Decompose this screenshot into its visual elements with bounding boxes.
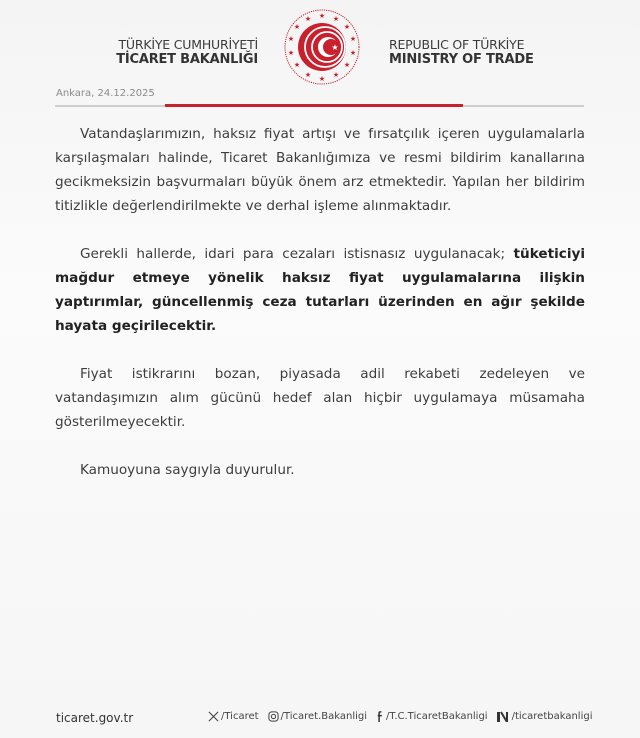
date-line: Ankara, 24.12.2025 xyxy=(56,88,155,99)
facebook-icon xyxy=(376,711,384,722)
paragraph-4: Kamuoyuna saygıyla duyurulur. xyxy=(80,462,295,478)
svg-text:★: ★ xyxy=(332,15,340,23)
header-divider-accent xyxy=(165,104,463,107)
country-name-en: REPUBLIC OF TÜRKİYE xyxy=(389,37,525,52)
nsosyal-icon xyxy=(497,711,510,722)
country-name-tr: TÜRKİYE CUMHURİYETİ xyxy=(118,37,258,52)
ministry-name-english xyxy=(389,37,534,68)
ministry-name-tr: TİCARET BAKANLIĞI xyxy=(116,52,258,67)
paragraph-3: Fiyat istikrarını bozan, piyasada adil rekabeti zedeleyen ve vatandaşımızın alım gücünü hedef alan hiçbir uygulamaya müsamaha gösterilmeyecektir. xyxy=(55,366,585,430)
svg-text:★: ★ xyxy=(349,35,357,43)
svg-text:★: ★ xyxy=(318,12,326,20)
social-x[interactable]: /Ticaret xyxy=(208,711,259,722)
svg-text:★: ★ xyxy=(343,61,351,69)
x-icon xyxy=(208,711,219,722)
svg-text:★: ★ xyxy=(304,71,312,79)
svg-text:★: ★ xyxy=(287,49,295,57)
paragraph-2: Gerekli hallerde, idari para cezaları istisnasız uygulanacak; tüketiciyi mağdur etmeye yönelik haksız fiyat uygulamalarına ilişkin yaptırımlar, güncellenmiş ceza tutarları üzerinden en ağır şekilde hayata geçirilecektir. xyxy=(55,246,585,334)
svg-text:★: ★ xyxy=(332,71,340,79)
social-links xyxy=(208,711,593,722)
footer xyxy=(0,708,640,728)
svg-text:★: ★ xyxy=(293,61,301,69)
paragraph-1: Vatandaşlarımızın, haksız fiyat artışı ve fırsatçılık içeren uygulamalarla karşılaşmaları halinde, Ticaret Bakanlığımıza ve resmi bildirim kanallarına gecikmeksizin başvurmaları büyük önem arz etmektedir. Yapılan her bildirim titizlikle değerlendirilmekte ve derhal işleme alınmaktadır. xyxy=(55,126,585,214)
svg-text:★: ★ xyxy=(343,23,351,31)
social-facebook[interactable]: /T.C.TicaretBakanligi xyxy=(376,711,488,722)
svg-text:★: ★ xyxy=(318,75,326,83)
announcement-body xyxy=(55,122,585,506)
letterhead xyxy=(0,0,640,100)
emphasized-text: tüketiciyi mağdur etmeye yönelik haksız fiyat uygulamalarına ilişkin yaptırımlar, güncellenmiş ceza tutarları üzerinden en ağır şekilde hayata geçirilecektir. xyxy=(55,246,585,334)
svg-text:★: ★ xyxy=(331,43,339,52)
ministry-emblem-icon xyxy=(283,8,361,86)
social-instagram[interactable]: /Ticaret.Bakanligi xyxy=(268,711,367,722)
svg-text:★: ★ xyxy=(287,35,295,43)
ministry-name-turkish xyxy=(116,37,258,68)
svg-text:★: ★ xyxy=(304,15,312,23)
website-link[interactable]: ticaret.gov.tr xyxy=(56,711,134,725)
ministry-name-en: MINISTRY OF TRADE xyxy=(389,52,534,67)
instagram-icon xyxy=(268,711,279,722)
svg-text:★: ★ xyxy=(349,49,357,57)
svg-text:★: ★ xyxy=(293,23,301,31)
social-nsosyal[interactable]: /ticaretbakanligi xyxy=(497,711,593,722)
